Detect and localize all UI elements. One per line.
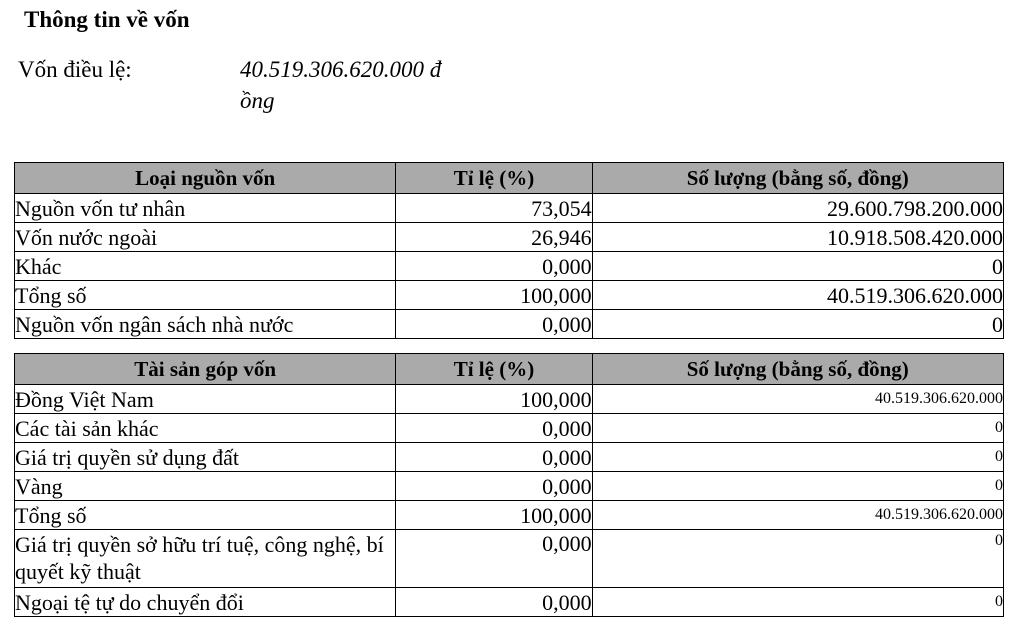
column-header-pct: Tỉ lệ (%) — [396, 354, 592, 385]
table-row — [15, 310, 1004, 339]
column-header-name: Loại nguồn vốn — [15, 163, 396, 194]
row-label-cell: Giá trị quyền sở hữu trí tuệ, công nghệ, bí quyết kỹ thuật — [15, 530, 396, 588]
row-amount-cell: 10.918.508.420.000 — [592, 223, 1003, 252]
table-row — [15, 414, 1004, 443]
capital-sources-table-body — [15, 194, 1004, 339]
row-percent-cell: 100,000 — [396, 501, 592, 530]
row-percent-cell: 0,000 — [396, 530, 592, 588]
capital-assets-table — [14, 353, 1004, 617]
table-row — [15, 194, 1004, 223]
row-label-cell: Nguồn vốn ngân sách nhà nước — [15, 310, 396, 339]
column-header-pct: Tỉ lệ (%) — [396, 163, 592, 194]
row-percent-cell: 26,946 — [396, 223, 592, 252]
column-header-amount: Số lượng (bằng số, đồng) — [592, 163, 1003, 194]
row-amount-cell: 0 — [592, 252, 1003, 281]
row-label-cell: Đồng Việt Nam — [15, 385, 396, 414]
table-header-row — [15, 354, 1004, 385]
capital-assets-table-body — [15, 385, 1004, 617]
row-amount-cell: 0 — [592, 414, 1003, 443]
row-percent-cell: 0,000 — [396, 588, 592, 617]
row-amount-cell: 0 — [592, 310, 1003, 339]
capital-assets-table-head — [15, 354, 1004, 385]
row-amount-cell: 0 — [592, 530, 1003, 588]
charter-capital-row — [18, 54, 458, 124]
row-label-cell: Vàng — [15, 472, 396, 501]
page-title: Thông tin về vốn — [24, 7, 190, 32]
table-row — [15, 223, 1004, 252]
column-header-amount: Số lượng (bằng số, đồng) — [592, 354, 1003, 385]
row-label-cell: Ngoại tệ tự do chuyển đổi — [15, 588, 396, 617]
row-amount-cell: 40.519.306.620.000 — [592, 501, 1003, 530]
row-percent-cell: 73,054 — [396, 194, 592, 223]
row-label-cell: Giá trị quyền sử dụng đất — [15, 443, 396, 472]
row-percent-cell: 0,000 — [396, 252, 592, 281]
row-amount-cell: 29.600.798.200.000 — [592, 194, 1003, 223]
row-label-cell: Tổng số — [15, 501, 396, 530]
capital-sources-table — [14, 162, 1004, 339]
row-label-cell: Nguồn vốn tư nhân — [15, 194, 396, 223]
row-label-cell: Các tài sản khác — [15, 414, 396, 443]
row-label-cell: Khác — [15, 252, 396, 281]
row-percent-cell: 0,000 — [396, 443, 592, 472]
row-percent-cell: 0,000 — [396, 310, 592, 339]
table-row — [15, 472, 1004, 501]
table-row — [15, 281, 1004, 310]
column-header-name: Tài sản góp vốn — [15, 354, 396, 385]
charter-capital-value: 40.519.306.620.000 đồng — [240, 57, 442, 113]
row-percent-cell: 100,000 — [396, 281, 592, 310]
row-amount-cell: 0 — [592, 472, 1003, 501]
row-amount-cell: 0 — [592, 443, 1003, 472]
row-amount-cell: 0 — [592, 588, 1003, 617]
table-row — [15, 501, 1004, 530]
row-amount-cell: 40.519.306.620.000 — [592, 385, 1003, 414]
row-label-cell: Tổng số — [15, 281, 396, 310]
table-row — [15, 443, 1004, 472]
charter-capital-label: Vốn điều lệ: — [18, 57, 132, 82]
table-header-row — [15, 163, 1004, 194]
table-row — [15, 252, 1004, 281]
table-row — [15, 385, 1004, 414]
capital-sources-table-head — [15, 163, 1004, 194]
table-row — [15, 530, 1004, 588]
row-amount-cell: 40.519.306.620.000 — [592, 281, 1003, 310]
row-label-cell: Vốn nước ngoài — [15, 223, 396, 252]
row-percent-cell: 0,000 — [396, 472, 592, 501]
row-percent-cell: 100,000 — [396, 385, 592, 414]
table-row — [15, 588, 1004, 617]
row-percent-cell: 0,000 — [396, 414, 592, 443]
